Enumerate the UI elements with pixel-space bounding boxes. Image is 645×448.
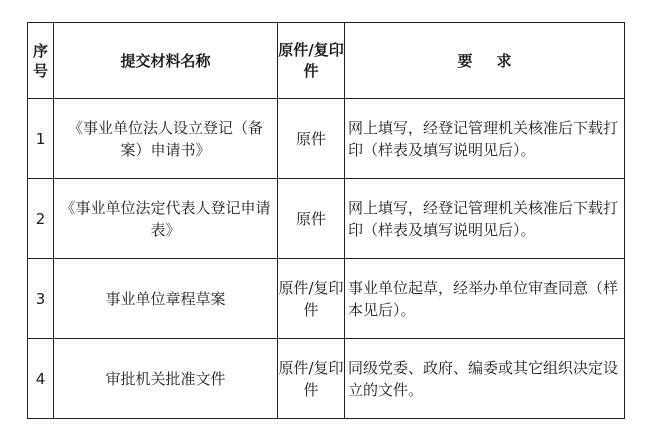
header-type: 原件/复印件: [278, 23, 345, 99]
row-req: 网上填写，经登记管理机关核准后下载打印（样表及填写说明见后）。: [345, 99, 625, 179]
row-name: 《事业单位法定代表人登记申请表》: [54, 179, 278, 259]
table-row: [28, 99, 625, 179]
row-type: 原件/复印件: [278, 259, 345, 339]
row-name: 事业单位章程草案: [54, 259, 278, 339]
header-no: 序号: [28, 23, 54, 99]
row-no: 3: [28, 259, 54, 339]
row-no: 1: [28, 99, 54, 179]
row-type: 原件: [278, 99, 345, 179]
table-row: [28, 259, 625, 339]
row-req: 网上填写，经登记管理机关核准后下载打印（样表及填写说明见后）。: [345, 179, 625, 259]
header-req: 要求: [345, 23, 625, 99]
row-type: 原件/复印件: [278, 339, 345, 419]
row-req: 事业单位起草，经举办单位审查同意（样本见后）。: [345, 259, 625, 339]
row-no: 2: [28, 179, 54, 259]
row-no: 4: [28, 339, 54, 419]
row-name: 《事业单位法人设立登记（备案）申请书》: [54, 99, 278, 179]
row-name: 审批机关批准文件: [54, 339, 278, 419]
row-req: 同级党委、政府、编委或其它组织决定设立的文件。: [345, 339, 625, 419]
table-row: [28, 179, 625, 259]
table-row: [28, 339, 625, 419]
header-row: [28, 23, 625, 99]
row-type: 原件: [278, 179, 345, 259]
materials-table: [27, 22, 625, 419]
header-name: 提交材料名称: [54, 23, 278, 99]
